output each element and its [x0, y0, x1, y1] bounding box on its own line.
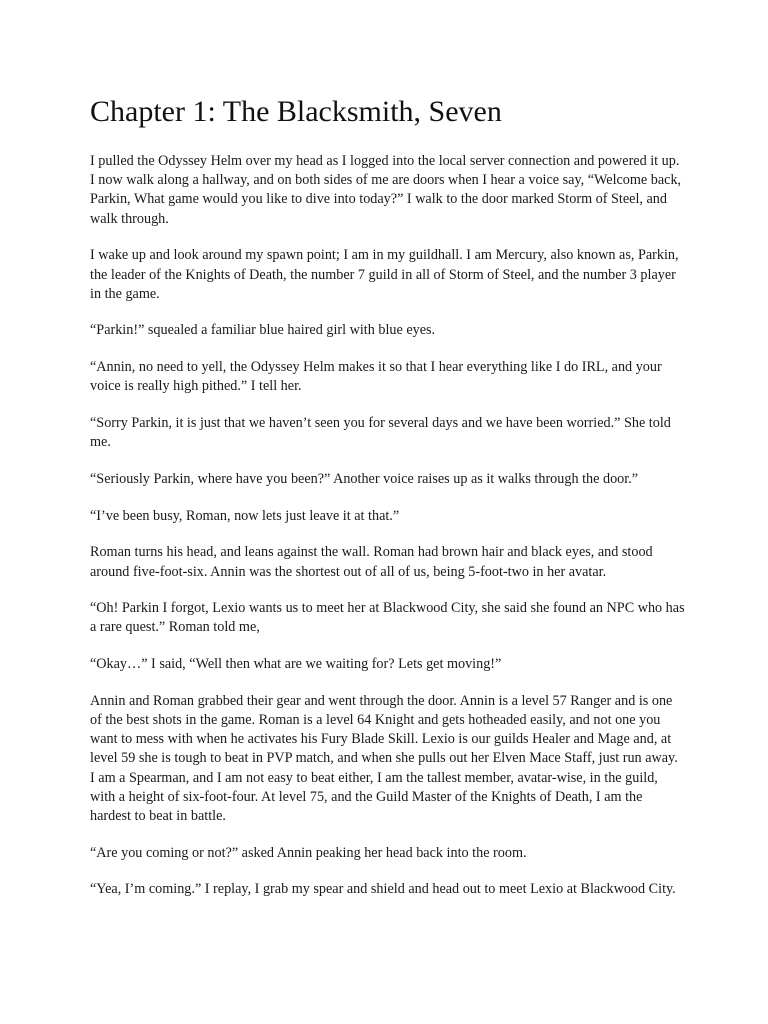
paragraph-8: Roman turns his head, and leans against the wall. Roman had brown hair and black eyes, and stood around five-foot-six. Annin was the shortest out of all of us, being 5-foot-two in her avatar.	[90, 544, 653, 580]
paragraph-13: “Yea, I’m coming.” I replay, I grab my spear and shield and head out to meet Lexio at Blackwood City.	[90, 881, 676, 898]
paragraph-12: “Are you coming or not?” asked Annin peaking her head back into the room.	[90, 844, 527, 861]
paragraph-7: “I’ve been busy, Roman, now lets just leave it at that.”	[90, 507, 400, 524]
paragraph-11: Annin and Roman grabbed their gear and went through the door. Annin is a level 57 Ranger and is one of the best shots in the game. Roman is a level 64 Knight and gets hotheaded easily, and not one you want to mess with when he activates his Fury Blade Skill. Lexio is our guilds Healer and Mage and, at level 59 she is tough to beat in PVP match, and when she pulls out her Elven Mace Staff, just run away. I am a Spearman, and I am not easy to beat either, I am the tallest member, avatar-wise, in the guild, with a height of six-foot-four. At level 75, and the Guild Master of the Knights of Death, I am the hardest to beat in battle.	[90, 692, 678, 825]
paragraph-5: “Sorry Parkin, it is just that we haven’t seen you for several days and we have been worried.” She told me.	[90, 415, 671, 451]
document-page	[90, 92, 686, 917]
chapter-title: Chapter 1: The Blacksmith, Seven	[90, 95, 502, 128]
paragraph-1: I pulled the Odyssey Helm over my head as I logged into the local server connection and powered it up. I now walk along a hallway, and on both sides of me are doors when I hear a voice say, “Welcome back, Parkin, What game would you like to dive into today?” I walk to the door marked Storm of Steel, and walk through.	[90, 153, 682, 227]
paragraph-9: “Oh! Parkin I forgot, Lexio wants us to meet her at Blackwood City, she said she found an NPC who has a rare quest.” Roman told me,	[90, 600, 685, 636]
paragraph-2: I wake up and look around my spawn point; I am in my guildhall. I am Mercury, also known as, Parkin, the leader of the Knights of Death, the number 7 guild in all of Storm of Steel, and the number 3 player in the game.	[90, 247, 679, 302]
paragraph-6: “Seriously Parkin, where have you been?” Another voice raises up as it walks through the door.”	[90, 470, 639, 487]
paragraph-10: “Okay…” I said, “Well then what are we waiting for? Lets get moving!”	[90, 656, 502, 673]
paragraph-3: “Parkin!” squealed a familiar blue haired girl with blue eyes.	[90, 322, 436, 339]
paragraph-4: “Annin, no need to yell, the Odyssey Helm makes it so that I hear everything like I do IRL, and your voice is really high pithed.” I tell her.	[90, 359, 662, 395]
